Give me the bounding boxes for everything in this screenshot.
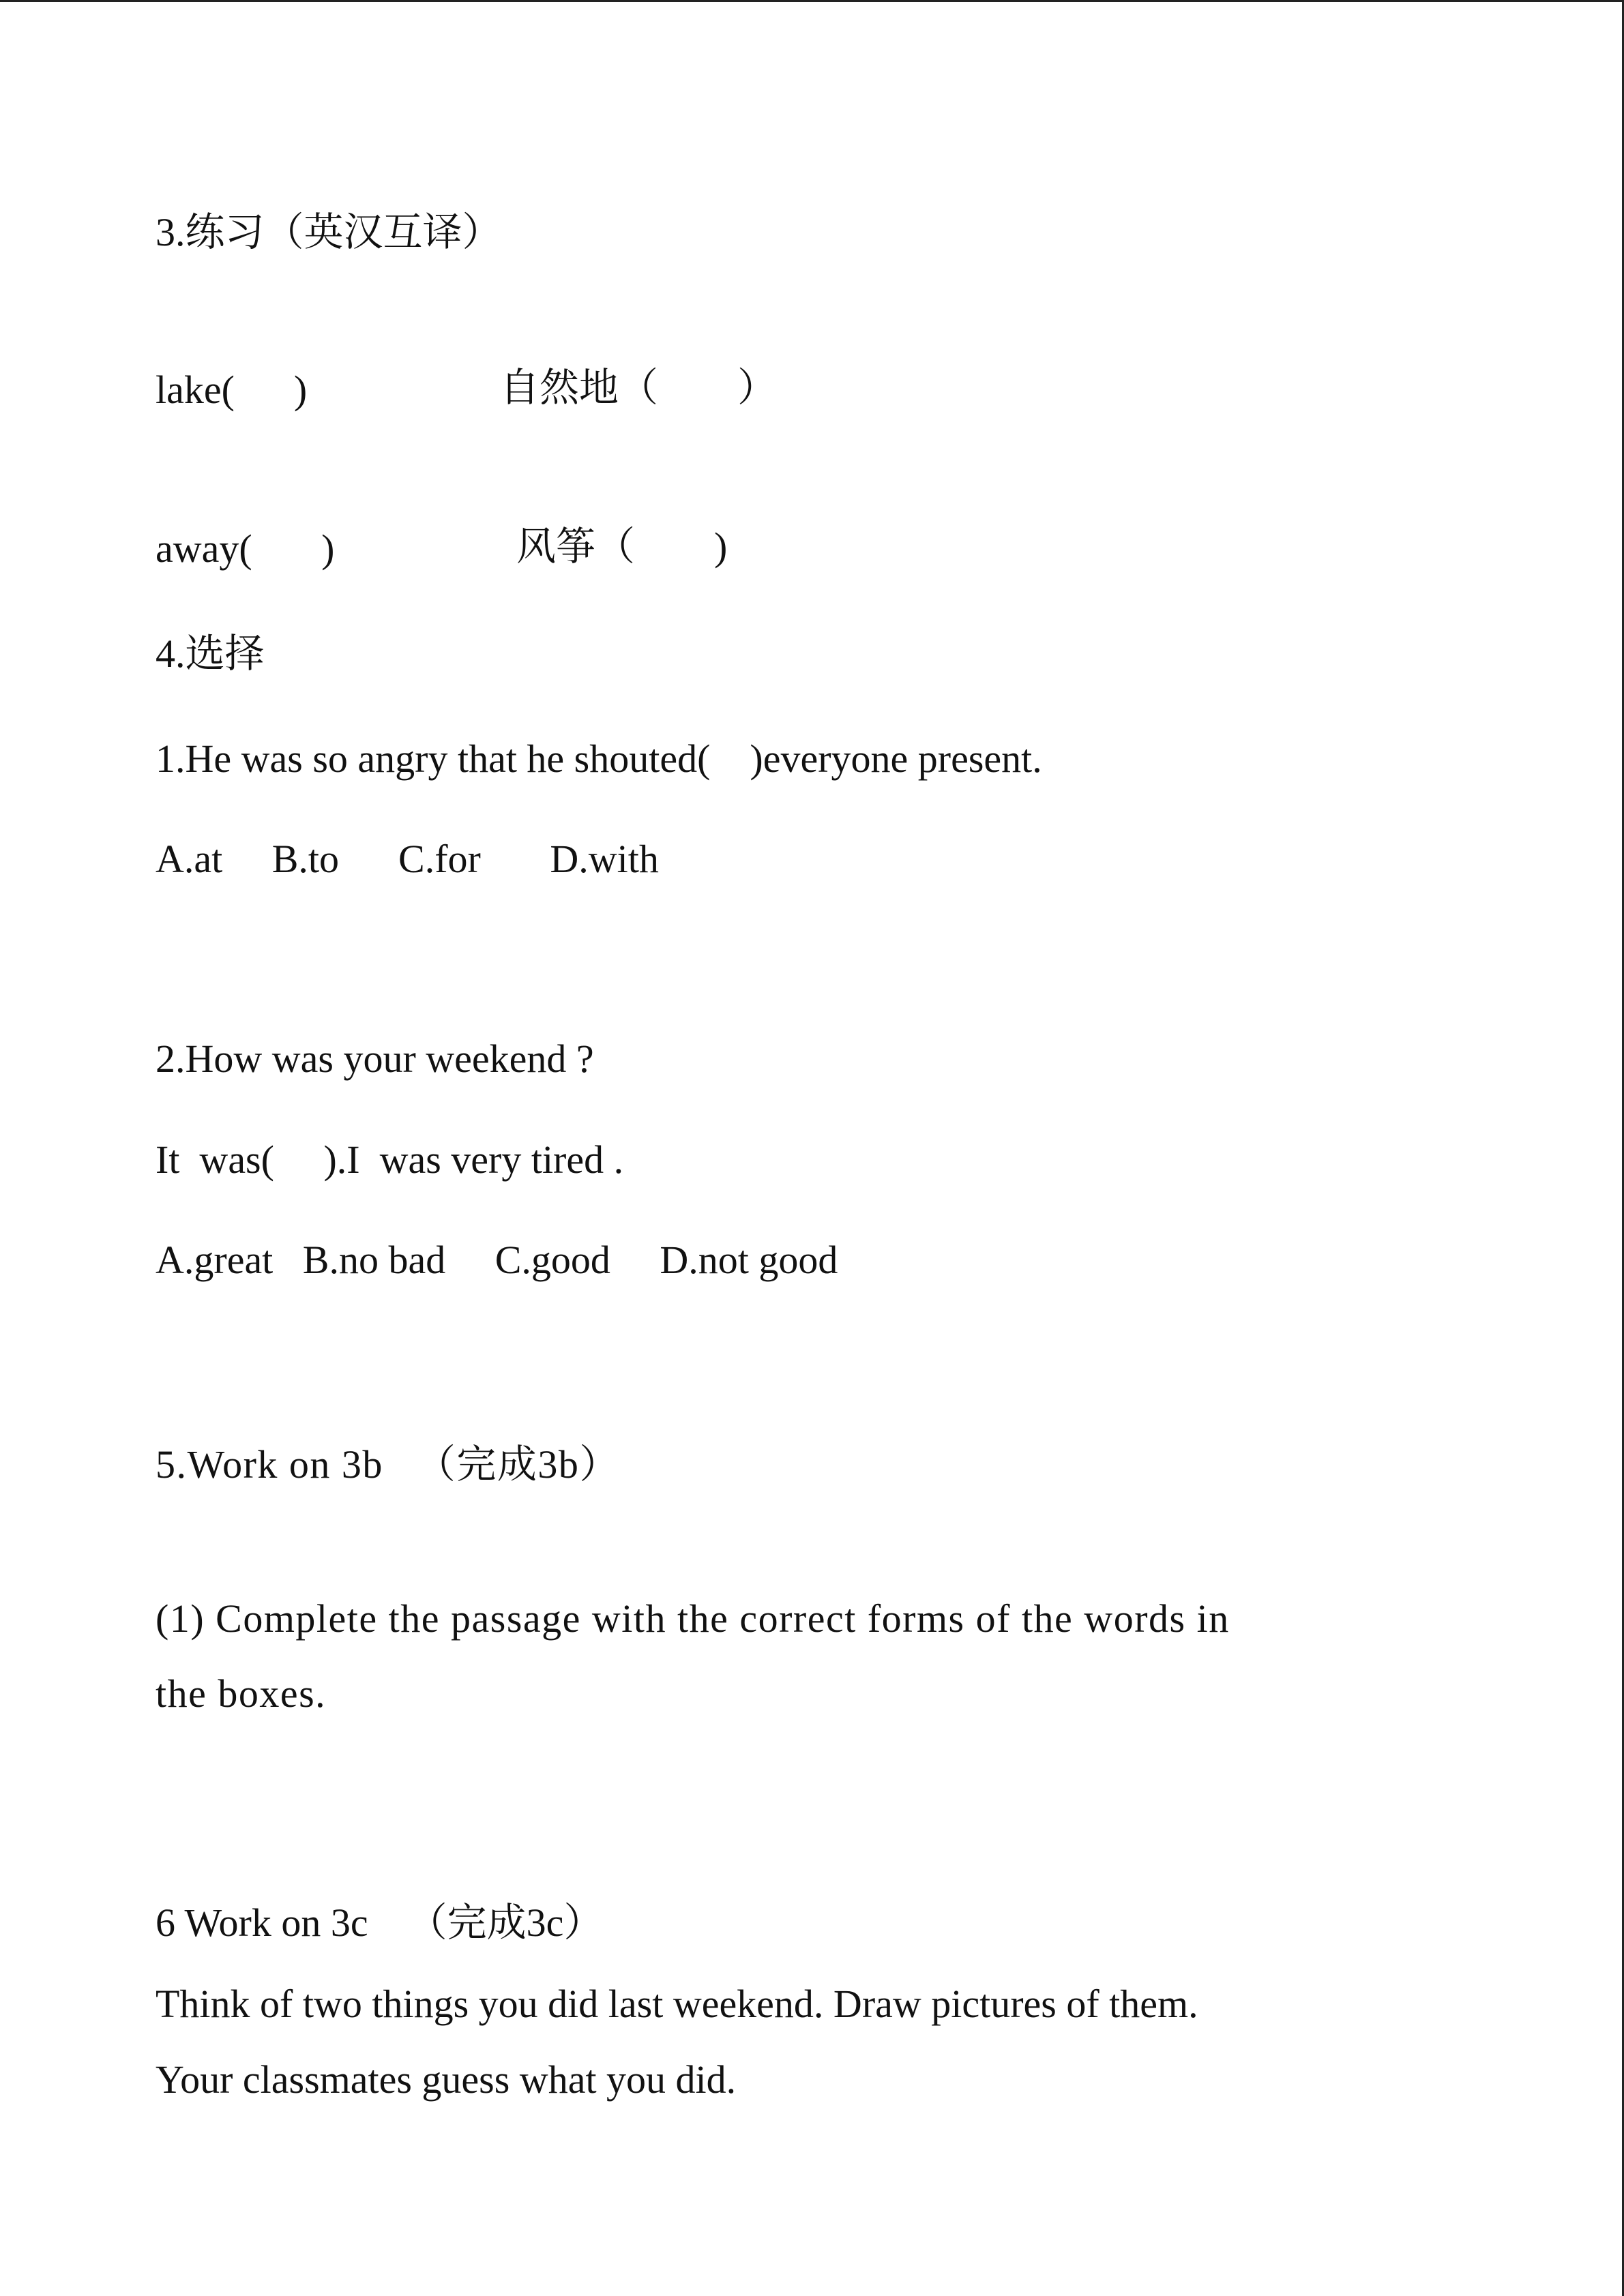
question-2-answer: It was( ).I was very tired . bbox=[156, 1137, 624, 1182]
section5-heading: 5.Work on 3b （完成3b） bbox=[156, 1442, 620, 1487]
question-2-options: A.great B.no bad C.good D.not good bbox=[156, 1238, 838, 1282]
section6-heading: 6 Work on 3c （完成3c） bbox=[156, 1900, 604, 1945]
translate-item-away: away( ) bbox=[156, 526, 335, 571]
section4-heading: 4.选择 bbox=[156, 631, 265, 676]
translate-item-lake: lake( ) bbox=[156, 368, 308, 412]
translate-item-naturally: 自然地（ ） bbox=[500, 366, 778, 410]
section3-heading: 3.练习（英汉互译） bbox=[156, 210, 502, 254]
translate-item-kite: 风筝（ ) bbox=[516, 524, 728, 569]
question-1: 1.He was so angry that he shouted( )everyone present. bbox=[156, 736, 1042, 781]
question-1-options: A.at B.to C.for D.with bbox=[156, 837, 659, 881]
question-2: 2.How was your weekend ? bbox=[156, 1037, 594, 1081]
section5-instruction-line1: (1) Complete the passage with the correct forms of the words in bbox=[156, 1596, 1230, 1641]
section6-instruction-line2: Your classmates guess what you did. bbox=[156, 2057, 737, 2102]
section6-instruction-line1: Think of two things you did last weekend. Draw pictures of them. bbox=[156, 1982, 1198, 2026]
page-top-border bbox=[0, 0, 1624, 2]
section5-instruction-line2: the boxes. bbox=[156, 1671, 327, 1716]
